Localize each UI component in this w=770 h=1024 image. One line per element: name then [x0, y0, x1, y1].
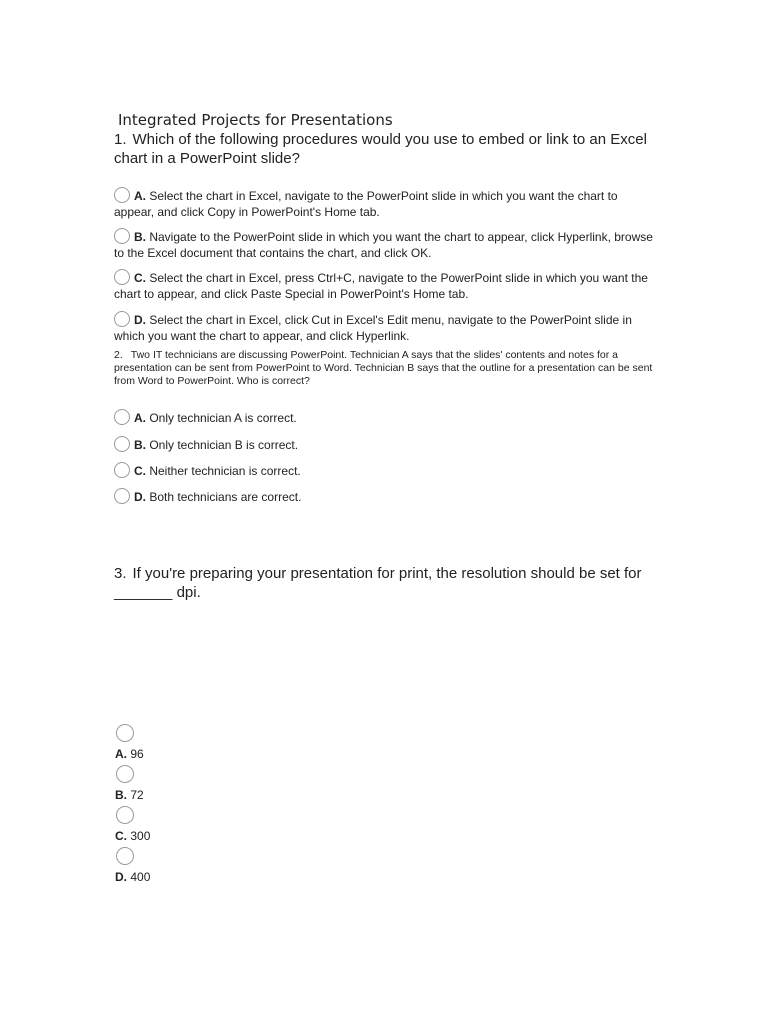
q2-option-c[interactable] — [114, 462, 660, 479]
q3-option-a-radio[interactable] — [116, 724, 134, 742]
option-letter: C. — [134, 271, 146, 285]
option-letter: C. — [134, 464, 146, 478]
question-2 — [114, 349, 664, 388]
question-3-number: 3. — [114, 565, 127, 582]
radio-button[interactable] — [114, 228, 130, 244]
option-text: Select the chart in Excel, navigate to the PowerPoint slide in which you want the chart to appear, and click Copy in PowerPoint's Home tab. — [114, 189, 618, 219]
option-letter: C. — [115, 829, 127, 843]
q3-option-b[interactable] — [115, 787, 144, 803]
question-3 — [114, 564, 659, 602]
q3-option-a[interactable] — [115, 746, 144, 762]
option-text: Navigate to the PowerPoint slide in which you want the chart to appear, click Hyperlink, browse to the Excel document that contains the chart, and click OK. — [114, 230, 653, 260]
option-letter: D. — [115, 870, 127, 884]
q1-option-a[interactable] — [114, 187, 660, 220]
option-letter: B. — [115, 788, 127, 802]
radio-button[interactable] — [114, 269, 130, 285]
option-letter: A. — [115, 747, 127, 761]
option-letter: D. — [134, 313, 146, 327]
option-letter: A. — [134, 411, 146, 425]
q3-option-d-radio[interactable] — [116, 847, 134, 865]
option-text: 72 — [130, 788, 144, 802]
q3-option-c[interactable] — [115, 828, 150, 844]
question-2-text: Two IT technicians are discussing PowerPoint. Technician A says that the slides' contents and notes for a presentation can be sent from PowerPoint to Word. Technician B says that the outline for a presentation can be sent from Word to PowerPoint. Who is correct? — [114, 349, 653, 387]
q2-option-d[interactable] — [114, 488, 660, 505]
option-text: Select the chart in Excel, press Ctrl+C, navigate to the PowerPoint slide in which you want the chart to appear, and click Paste Special in PowerPoint's Home tab. — [114, 271, 648, 301]
q3-option-b-radio[interactable] — [116, 765, 134, 783]
option-text: Only technician B is correct. — [149, 438, 299, 452]
option-text: 400 — [130, 870, 151, 884]
radio-button[interactable] — [114, 462, 130, 478]
q2-option-a[interactable] — [114, 409, 660, 426]
question-3-text: If you're preparing your presentation for print, the resolution should be set for _______ dpi. — [114, 565, 642, 601]
radio-button[interactable] — [114, 311, 130, 327]
radio-button[interactable] — [114, 187, 130, 203]
option-letter: B. — [134, 438, 146, 452]
option-text: Select the chart in Excel, click Cut in Excel's Edit menu, navigate to the PowerPoint slide in which you want the chart to appear, and click Hyperlink. — [114, 313, 632, 343]
question-2-number: 2. — [114, 349, 123, 361]
radio-button[interactable] — [114, 409, 130, 425]
q2-option-b[interactable] — [114, 436, 660, 453]
option-letter: B. — [134, 230, 146, 244]
option-text: 96 — [130, 747, 144, 761]
q1-option-c[interactable] — [114, 269, 660, 302]
option-letter: A. — [134, 189, 146, 203]
page-title: Integrated Projects for Presentations — [118, 111, 393, 129]
q3-option-c-radio[interactable] — [116, 806, 134, 824]
option-text: Neither technician is correct. — [149, 464, 301, 478]
option-text: Only technician A is correct. — [149, 411, 297, 425]
option-letter: D. — [134, 490, 146, 504]
radio-button[interactable] — [114, 488, 130, 504]
option-text: 300 — [130, 829, 151, 843]
option-text: Both technicians are correct. — [149, 490, 302, 504]
q1-option-d[interactable] — [114, 311, 660, 344]
question-1-text: Which of the following procedures would you use to embed or link to an Excel chart in a PowerPoint slide? — [114, 131, 647, 167]
q1-option-b[interactable] — [114, 228, 660, 261]
question-1 — [114, 130, 674, 168]
radio-button[interactable] — [114, 436, 130, 452]
q3-option-d[interactable] — [115, 869, 150, 885]
question-1-number: 1. — [114, 131, 127, 148]
